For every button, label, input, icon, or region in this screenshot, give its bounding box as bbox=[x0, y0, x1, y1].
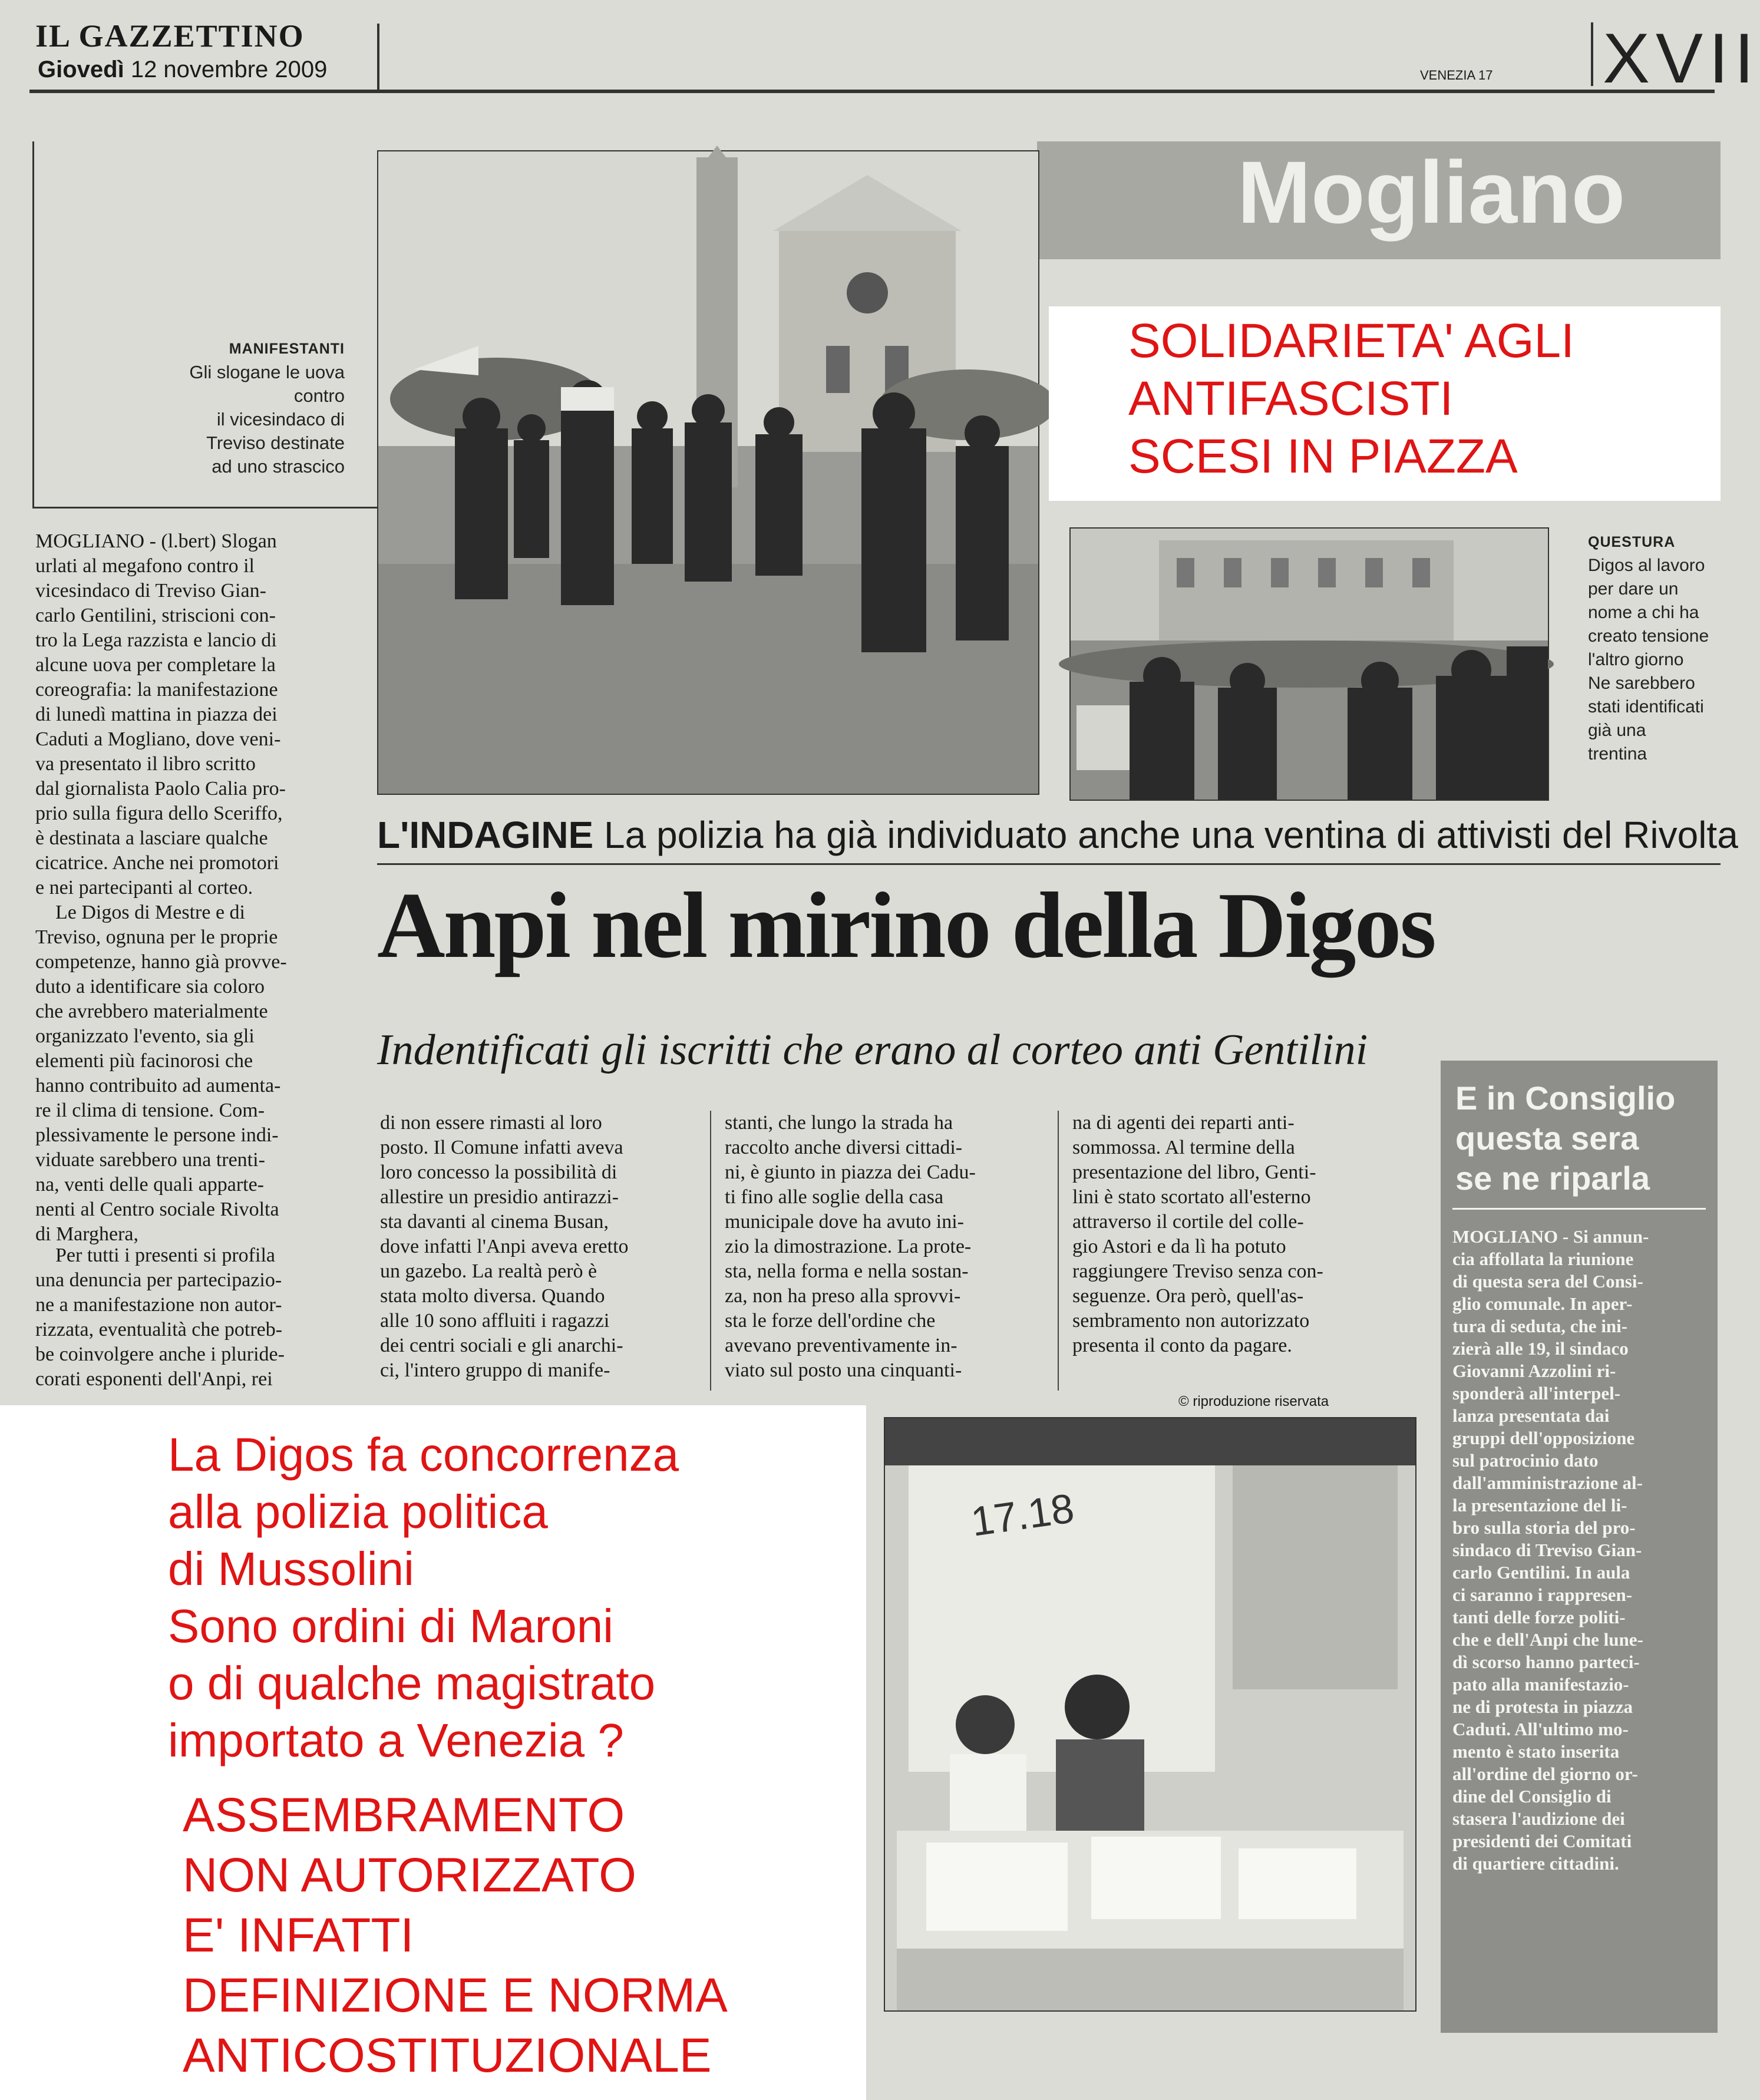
body-line: raggiungere Treviso senza con- bbox=[1072, 1260, 1323, 1282]
body-line: za, non ha preso alla sprovvi- bbox=[725, 1285, 961, 1307]
sidebar-line: tura di seduta, che ini- bbox=[1452, 1316, 1628, 1336]
gazebo-banner-number: 17.18 bbox=[968, 1485, 1077, 1545]
caption-questura bbox=[1588, 530, 1718, 766]
body-line: hanno contribuito ad aumenta- bbox=[35, 1075, 281, 1097]
sidebar-line: stasera l'audizione dei bbox=[1452, 1808, 1625, 1829]
article-column-2 bbox=[380, 1111, 692, 1383]
body-line: raccolto anche diversi cittadi- bbox=[725, 1137, 963, 1158]
body-line: gio Astori e da lì ha potuto bbox=[1072, 1236, 1286, 1257]
caption-line: creato tensione bbox=[1588, 626, 1709, 646]
body-line: elementi più facinorosi che bbox=[35, 1050, 253, 1072]
sidebar-rule bbox=[1452, 1208, 1706, 1210]
column-divider bbox=[710, 1111, 711, 1391]
body-line: ci, l'intero gruppo di manife- bbox=[380, 1359, 610, 1381]
sidebar-line: mento è stato inserita bbox=[1452, 1741, 1620, 1762]
body-line: coreografia: la manifestazione bbox=[35, 679, 278, 701]
section-title: Mogliano bbox=[1237, 143, 1626, 242]
masthead-divider bbox=[377, 24, 379, 90]
body-line: viato sul posto una cinquanti- bbox=[725, 1359, 962, 1381]
sidebar-line: sponderà all'interpel- bbox=[1452, 1383, 1621, 1404]
sidebar-line: gruppi dell'opposizione bbox=[1452, 1428, 1635, 1448]
body-line: avevano preventivamente in- bbox=[725, 1335, 957, 1356]
sidebar-line: dì scorso hanno parteci- bbox=[1452, 1652, 1640, 1672]
body-line: Per tutti i presenti si profila bbox=[55, 1244, 275, 1266]
caption-line: per dare un bbox=[1588, 579, 1679, 599]
body-line: di Marghera, bbox=[35, 1223, 138, 1245]
body-line: dove infatti l'Anpi aveva eretto bbox=[380, 1236, 629, 1257]
body-line: urlati al megafono contro il bbox=[35, 555, 255, 577]
protest-march-illustration bbox=[378, 151, 1038, 794]
sidebar-line: all'ordine del giorno or- bbox=[1452, 1764, 1638, 1784]
sidebar-line: la presentazione del li- bbox=[1452, 1495, 1627, 1515]
body-line: di lunedì mattina in piazza dei bbox=[35, 704, 278, 725]
annotation-line: ANTICOSTITUZIONALE bbox=[183, 2029, 712, 2082]
body-line: sta le forze dell'ordine che bbox=[725, 1310, 936, 1332]
annotation-line: alla polizia politica bbox=[168, 1485, 548, 1538]
body-line: è destinata a lasciare qualche bbox=[35, 827, 268, 849]
annotation-assembramento bbox=[183, 1785, 728, 2086]
sidebar-line: sul patrocinio dato bbox=[1452, 1450, 1599, 1471]
body-line: corati esponenti dell'Anpi, rei bbox=[35, 1368, 273, 1390]
caption-line: Ne sarebbero bbox=[1588, 673, 1695, 693]
newspaper-name: IL GAZZETTINO bbox=[35, 18, 305, 54]
body-line: Treviso, ognuna per le proprie bbox=[35, 926, 278, 948]
caption-line: ad uno strascico bbox=[212, 456, 345, 477]
caption-line: Gli slogane le uova bbox=[189, 362, 345, 382]
protest-march-photo bbox=[377, 150, 1039, 795]
annotation-line: importato a Venezia ? bbox=[168, 1714, 624, 1766]
caption-line: il vicesindaco di bbox=[216, 409, 345, 430]
body-line: MOGLIANO - (l.bert) Slogan bbox=[35, 530, 277, 552]
body-line: che avrebbero materialmente bbox=[35, 1001, 268, 1022]
annotation-digos bbox=[168, 1426, 679, 1769]
copyright-credit: © riproduzione riservata bbox=[1178, 1394, 1329, 1409]
gazebo-photo bbox=[884, 1417, 1416, 2012]
annotation-line: DEFINIZIONE E NORMA bbox=[183, 1969, 728, 2022]
date-day: Giovedì bbox=[38, 57, 124, 82]
sidebar-title-line: questa sera bbox=[1455, 1120, 1639, 1157]
body-line: prio sulla figura dello Sceriffo, bbox=[35, 803, 283, 824]
sidebar-line: Caduti. All'ultimo mo- bbox=[1452, 1719, 1629, 1739]
body-line: posto. Il Comune infatti aveva bbox=[380, 1137, 623, 1158]
body-line: be coinvolgere anche i pluride- bbox=[35, 1343, 285, 1365]
sidebar-line: bro sulla storia del pro- bbox=[1452, 1517, 1636, 1538]
body-line: alcune uova per completare la bbox=[35, 654, 276, 676]
article-column-4 bbox=[1072, 1111, 1391, 1358]
body-line: stata molto diversa. Quando bbox=[380, 1285, 605, 1307]
column-divider bbox=[1058, 1111, 1059, 1391]
body-line: alle 10 sono affluiti i ragazzi bbox=[380, 1310, 610, 1332]
caption-line: contro bbox=[293, 385, 345, 406]
page-section: VENEZIA 17 bbox=[1420, 68, 1493, 82]
body-line: zio la dimostrazione. La prote- bbox=[725, 1236, 972, 1257]
body-line: lini è stato scortato all'esterno bbox=[1072, 1186, 1311, 1208]
sidebar-line: ci saranno i rappresen- bbox=[1452, 1584, 1633, 1605]
caption-questura-kicker: QUESTURA bbox=[1588, 534, 1676, 550]
sidebar-line: sindaco di Treviso Gian- bbox=[1452, 1540, 1642, 1560]
body-line: municipale dove ha avuto ini- bbox=[725, 1211, 964, 1233]
sidebar-line: presidenti dei Comitati bbox=[1452, 1831, 1632, 1851]
body-line: organizzato l'evento, sia gli bbox=[35, 1025, 255, 1047]
body-line: ti fino alle soglie della casa bbox=[725, 1186, 944, 1208]
date-rest: 12 novembre 2009 bbox=[130, 57, 328, 82]
publication-date bbox=[38, 57, 327, 83]
annotation-line: ASSEMBRAMENTO bbox=[183, 1788, 625, 1842]
caption-line: stati identificati bbox=[1588, 697, 1704, 716]
annotation-line: o di qualche magistrato bbox=[168, 1657, 656, 1709]
caption-manifestanti bbox=[165, 337, 345, 478]
kicker-text: La polizia ha già individuato anche una ventina di attivisti del Rivolta bbox=[604, 814, 1738, 856]
body-line: sommossa. Al termine della bbox=[1072, 1137, 1295, 1158]
sidebar-title bbox=[1455, 1078, 1675, 1198]
body-line: rizzata, eventualità che potreb- bbox=[35, 1319, 283, 1340]
police-photo bbox=[1069, 527, 1549, 801]
caption-line: Digos al lavoro bbox=[1588, 556, 1705, 575]
sidebar-line: glio comunale. In aper- bbox=[1452, 1293, 1633, 1314]
sidebar-line: ne di protesta in piazza bbox=[1452, 1696, 1633, 1717]
sidebar-title-line: se ne riparla bbox=[1455, 1160, 1650, 1197]
sidebar-line: di quartiere cittadini. bbox=[1452, 1853, 1619, 1874]
kicker-rule bbox=[377, 863, 1721, 865]
body-line: e nei partecipanti al corteo. bbox=[35, 877, 253, 899]
sidebar-line: lanza presentata dai bbox=[1452, 1405, 1610, 1426]
body-line: un gazebo. La realtà però è bbox=[380, 1260, 597, 1282]
annotation-line: E' INFATTI bbox=[183, 1909, 414, 1962]
annotation-line: SOLIDARIETA' AGLI bbox=[1128, 314, 1574, 368]
gazebo-illustration bbox=[885, 1418, 1415, 2010]
body-line: sembramento non autorizzato bbox=[1072, 1310, 1310, 1332]
body-line: competenze, hanno già provve- bbox=[35, 951, 287, 973]
sidebar-line: tanti delle forze politi- bbox=[1452, 1607, 1626, 1627]
body-line: re il clima di tensione. Com- bbox=[35, 1099, 265, 1121]
annotation-line: La Digos fa concorrenza bbox=[168, 1428, 679, 1481]
body-line: dei centri sociali e gli anarchi- bbox=[380, 1335, 623, 1356]
body-line: ne a manifestazione non autor- bbox=[35, 1294, 282, 1316]
body-line: Le Digos di Mestre e di bbox=[55, 902, 245, 923]
sidebar-title-line: E in Consiglio bbox=[1455, 1079, 1676, 1117]
sidebar-line: carlo Gentilini. In aula bbox=[1452, 1562, 1630, 1583]
body-line: stanti, che lungo la strada ha bbox=[725, 1112, 953, 1134]
sidebar-line: cia affollata la riunione bbox=[1452, 1249, 1634, 1269]
sidebar-line: zierà alle 19, il sindaco bbox=[1452, 1338, 1629, 1359]
body-line: carlo Gentilini, striscioni con- bbox=[35, 605, 276, 626]
body-line: di non essere rimasti al loro bbox=[380, 1112, 602, 1134]
body-line: sta davanti al cinema Busan, bbox=[380, 1211, 609, 1233]
sidebar-line: dine del Consiglio di bbox=[1452, 1786, 1612, 1807]
body-line: dal giornalista Paolo Calia pro- bbox=[35, 778, 286, 800]
sidebar-line: dall'amministrazione al- bbox=[1452, 1472, 1643, 1493]
body-line: allestire un presidio antirazzi- bbox=[380, 1186, 619, 1208]
article-column-1b bbox=[35, 1243, 348, 1392]
sidebar-body bbox=[1452, 1226, 1706, 1875]
annotation-line: NON AUTORIZZATO bbox=[183, 1848, 636, 1902]
body-line: duto a identificare sia coloro bbox=[35, 976, 265, 998]
body-line: ni, è giunto in piazza dei Cadu- bbox=[725, 1161, 976, 1183]
body-line: presenta il conto da pagare. bbox=[1072, 1335, 1292, 1356]
caption-line: l'altro giorno bbox=[1588, 650, 1684, 669]
article-kicker bbox=[377, 813, 1738, 857]
body-line: nenti al Centro sociale Rivolta bbox=[35, 1198, 279, 1220]
body-line: na, venti delle quali apparte- bbox=[35, 1174, 264, 1196]
body-line: na di agenti dei reparti anti- bbox=[1072, 1112, 1295, 1134]
masthead-rule bbox=[29, 90, 1715, 93]
body-line: va presentato il libro scritto bbox=[35, 753, 256, 775]
article-headline: Anpi nel mirino della Digos bbox=[377, 873, 1435, 978]
body-line: cicatrice. Anche nei promotori bbox=[35, 852, 279, 874]
annotation-line: Sono ordini di Maroni bbox=[168, 1600, 613, 1652]
sidebar-line: MOGLIANO - Si annun- bbox=[1452, 1226, 1649, 1247]
article-column-3 bbox=[725, 1111, 1043, 1383]
body-line: attraverso il cortile del colle- bbox=[1072, 1211, 1304, 1233]
kicker-label: L'INDAGINE bbox=[377, 814, 594, 856]
body-line: sta, nella forma e nella sostan- bbox=[725, 1260, 969, 1282]
annotation-line: ANTIFASCISTI bbox=[1128, 372, 1454, 425]
body-line: una denuncia per partecipazio- bbox=[35, 1269, 282, 1291]
sidebar-line: che e dell'Anpi che lune- bbox=[1452, 1629, 1643, 1650]
body-line: presentazione del libro, Genti- bbox=[1072, 1161, 1316, 1183]
page-number: XVII bbox=[1603, 19, 1760, 98]
body-line: vicesindaco di Treviso Gian- bbox=[35, 580, 266, 602]
article-column-1 bbox=[35, 529, 348, 1247]
body-line: Caduti a Mogliano, dove veni- bbox=[35, 728, 281, 750]
body-line: seguenze. Ora però, quell'as- bbox=[1072, 1285, 1304, 1307]
caption-line: Treviso destinate bbox=[206, 432, 345, 453]
annotation-solidarity bbox=[1128, 312, 1574, 486]
annotation-line: di Mussolini bbox=[168, 1543, 414, 1595]
body-line: loro concesso la possibilità di bbox=[380, 1161, 618, 1183]
sidebar-line: di questa sera del Consi- bbox=[1452, 1271, 1643, 1292]
sidebar-line: Giovanni Azzolini ri- bbox=[1452, 1361, 1616, 1381]
caption-line: già una bbox=[1588, 721, 1646, 740]
caption-line: nome a chi ha bbox=[1588, 603, 1699, 622]
annotation-line: SCESI IN PIAZZA bbox=[1128, 430, 1518, 483]
body-line: tro la Lega razzista e lancio di bbox=[35, 629, 277, 651]
police-illustration bbox=[1071, 529, 1548, 800]
body-line: viduate sarebbero una trenti- bbox=[35, 1149, 265, 1171]
sidebar-line: pato alla manifestazio- bbox=[1452, 1674, 1629, 1695]
caption-manifestanti-kicker: MANIFESTANTI bbox=[229, 341, 345, 357]
body-line: plessivamente le persone indi- bbox=[35, 1124, 279, 1146]
caption-line: trentina bbox=[1588, 744, 1647, 764]
article-subhead: Indentificati gli iscritti che erano al corteo anti Gentilini bbox=[377, 1026, 1368, 1074]
